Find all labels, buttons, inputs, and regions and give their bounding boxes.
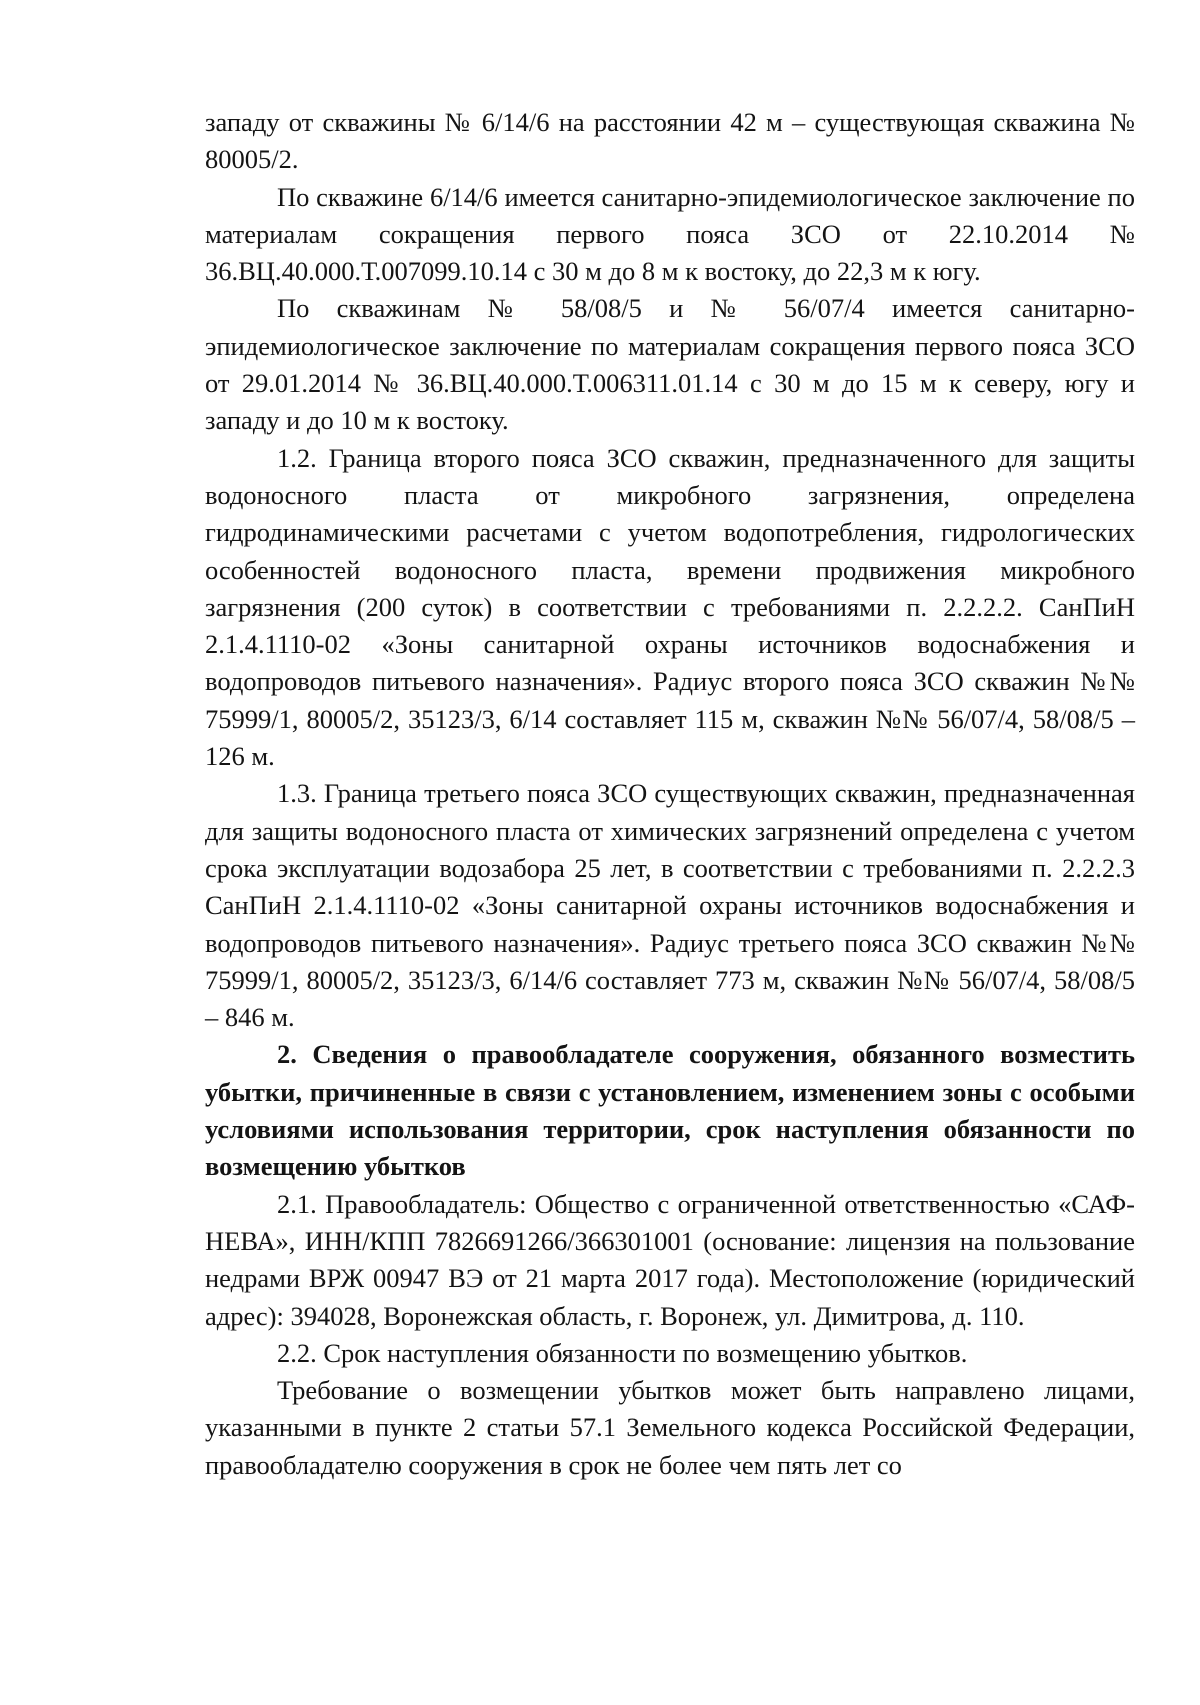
paragraph-wells-58-56-conclusion: По скважинам № 58/08/5 и № 56/07/4 имеется санитарно-эпидемиологическое заключение по материалам сокращения первого пояса ЗСО от 29.01.2014 № 36.ВЦ.40.000.Т.006311.01.14 с 30 м до 15 м к северу, югу и западу и до 10 м к востоку. (205, 293, 1135, 436)
paragraph-well-6-14-6-conclusion: По скважине 6/14/6 имеется санитарно-эпидемиологическое заключение по материалам сокращения первого пояса ЗСО от 22.10.2014 № 36.ВЦ.40.000.Т.007099.10.14 с 30 м до 8 м к востоку, до 22,3 м к югу. (205, 181, 1135, 287)
section-heading-2: 2. Сведения о правообладателе сооружения, обязанного возместить убытки, причиненные в связи с установлением, изменением зоны с особыми условиями использования территории, срок наступления обязанности по возмещению убытков (205, 1039, 1135, 1182)
paragraph-compensation-term: 2.2. Срок наступления обязанности по возмещению убытков. (277, 1337, 968, 1368)
paragraph-third-zone-boundary: 1.3. Граница третьего пояса ЗСО существующих скважин, предназначенная для защиты водоносного пласта от химических загрязнений определена с учетом срока эксплуатации водозабора 25 лет, в соответствии с требованиями п. 2.2.2.3 СанПиН 2.1.4.1110-02 «Зоны санитарной охраны источников водоснабжения и водопроводов питьевого назначения». Радиус третьего пояса ЗСО скважин №№ 75999/1, 80005/2, 35123/3, 6/14/6 составляет 773 м, скважин №№ 56/07/4, 58/08/5 – 846 м. (205, 778, 1135, 1033)
paragraph-continuation: западу от скважины № 6/14/6 на расстоянии 42 м – существующая скважина № 80005/2. (205, 107, 1135, 175)
paragraph-rights-holder: 2.1. Правообладатель: Общество с ограниченной ответственностью «САФ-НЕВА», ИНН/КПП 7826691266/366301001 (основание: лицензия на пользование недрами ВРЖ 00947 ВЭ от 21 марта 2017 года). Местоположение (юридический адрес): 394028, Воронежская область, г. Воронеж, ул. Димитрова, д. 110. (205, 1188, 1135, 1331)
document-body (205, 104, 1135, 1484)
paragraph-second-zone-boundary: 1.2. Граница второго пояса ЗСО скважин, предназначенного для защиты водоносного пласта от микробного загрязнения, определена гидродинамическими расчетами с учетом водопотребления, гидрологических особенностей водоносного пласта, времени продвижения микробного загрязнения (200 суток) в соответствии с требованиями п. 2.2.2.2. СанПиН 2.1.4.1110-02 «Зоны санитарной охраны источников водоснабжения и водопроводов питьевого назначения». Радиус второго пояса ЗСО скважин №№ 75999/1, 80005/2, 35123/3, 6/14 составляет 115 м, скважин №№ 56/07/4, 58/08/5 – 126 м. (205, 442, 1135, 772)
paragraph-compensation-claim: Требование о возмещении убытков может быть направлено лицами, указанными в пункте 2 статьи 57.1 Земельного кодекса Российской Федерации, правообладателю сооружения в срок не более чем пять лет со (205, 1375, 1135, 1480)
